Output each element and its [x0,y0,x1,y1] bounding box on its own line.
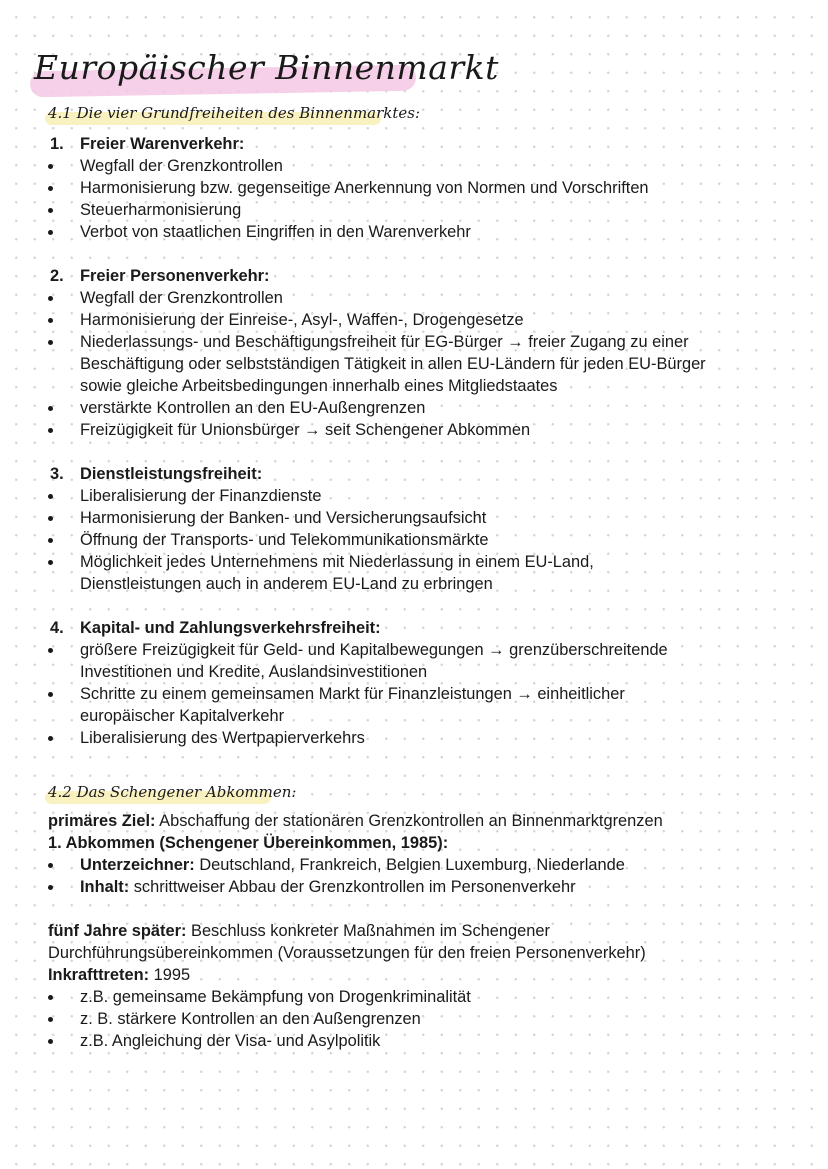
bullet-icon [48,164,53,169]
later-text-2: Durchführungsübereinkommen (Voraussetzungen für den freien Personenverkehr) [48,944,646,962]
bullet-icon [48,428,53,433]
effective-text: 1995 [149,966,191,984]
list-item [48,683,808,705]
bullet-icon [48,516,53,521]
list-item-text: verstärkte Kontrollen an den EU-Außengrenzen [80,399,426,417]
list-item [48,177,808,199]
list-item [48,155,808,177]
list-item-text: Wegfall der Grenzkontrollen [80,289,283,307]
list-item-text: Steuerharmonisierung [80,201,242,219]
list-item-text: Niederlassungs- und Beschäftigungsfreiheit für EG-Bürger → freier Zugang zu einer [80,333,689,351]
bullet-icon [48,186,53,191]
bullet-icon [48,340,53,345]
list-item-continuation: Beschäftigung oder selbstständigen Tätigkeit in allen EU-Ländern für jeden EU-Bürger [80,355,706,373]
page-title: Europäischer Binnenmarkt [34,48,499,87]
freedom-number: 1. [50,135,64,153]
list-item-text: Freizügigkeit für Unionsbürger → seit Schengener Abkommen [80,421,531,439]
list-item-text: Wegfall der Grenzkontrollen [80,157,283,175]
later-text-1: Beschluss konkreter Maßnahmen im Schengener [186,922,550,940]
schengen-goal [48,810,808,832]
bullet-icon [48,692,53,697]
bullet-icon [48,863,53,868]
list-item-text: Harmonisierung der Einreise-, Asyl-, Waffen-, Drogengesetze [80,311,524,329]
goal-label: primäres Ziel: [48,812,156,830]
list-item-continuation: Investitionen und Kredite, Auslandsinvestitionen [80,663,428,681]
list-item [48,1030,808,1052]
list-item [48,221,808,243]
list-item [48,287,808,309]
goal-text: Abschaffung der stationären Grenzkontrollen an Binnenmarktgrenzen [155,812,663,830]
bullet-icon [48,538,53,543]
bullet-icon [48,995,53,1000]
list-item [48,854,808,876]
list-item-text: Liberalisierung der Finanzdienste [80,487,322,505]
freedom-heading [48,265,808,287]
list-item [48,199,808,221]
bullet-icon [48,296,53,301]
list-item [48,551,808,573]
list-item-text: Schritte zu einem gemeinsamen Markt für Finanzleistungen → einheitlicher [80,685,625,703]
later-label: fünf Jahre später: [48,922,187,940]
list-item [48,1008,808,1030]
freedom-section-1 [48,133,808,243]
list-item [48,529,808,551]
agreement-heading: 1. Abkommen (Schengener Übereinkommen, 1985): [48,834,449,852]
list-item-continuation: Dienstleistungen auch in anderem EU-Land zu erbringen [80,575,493,593]
list-item-text: Liberalisierung des Wertpapierverkehrs [80,729,365,747]
list-item-text: Verbot von staatlichen Eingriffen in den Warenverkehr [80,223,471,241]
freedom-title: Freier Personenverkehr: [80,267,270,285]
page-title-block [34,48,499,87]
signatories-text: Deutschland, Frankreich, Belgien Luxemburg, Niederlande [194,856,625,874]
bullet-icon [48,318,53,323]
bullet-icon [48,1017,53,1022]
list-item-text: Möglichkeit jedes Unternehmens mit Niederlassung in einem EU-Land, [80,553,594,571]
content-text: schrittweiser Abbau der Grenzkontrollen im Personenverkehr [129,878,576,896]
list-item-text: größere Freizügigkeit für Geld- und Kapitalbewegungen → grenzüberschreitende [80,641,668,659]
list-item [48,876,808,898]
list-item-text: Öffnung der Transports- und Telekommunikationsmärkte [80,531,489,549]
freedom-title: Freier Warenverkehr: [80,135,245,153]
bullet-icon [48,1039,53,1044]
bullet-icon [48,648,53,653]
list-item-text: z.B. Angleichung der Visa- und Asylpolitik [80,1032,381,1050]
schengen-content [48,810,808,1052]
bullet-icon [48,560,53,565]
list-item-text: Harmonisierung der Banken- und Versicherungsaufsicht [80,509,487,527]
freedom-section-2 [48,265,808,441]
list-item-text: z. B. stärkere Kontrollen an den Außengrenzen [80,1010,421,1028]
list-item [48,507,808,529]
later-measures [48,920,808,942]
section-heading-2: 4.2 Das Schengener Abkommen: [48,783,297,801]
list-item [48,485,808,507]
bullet-icon [48,406,53,411]
section-heading-2-block [48,783,296,801]
list-item-text: z.B. gemeinsame Bekämpfung von Drogenkriminalität [80,988,471,1006]
section-heading-1-block [48,104,420,122]
freedom-number: 3. [50,465,64,483]
freedom-number: 4. [50,619,64,637]
bullet-icon [48,208,53,213]
list-item [48,419,808,441]
freedom-number: 2. [50,267,64,285]
bullet-icon [48,736,53,741]
bullet-icon [48,494,53,499]
effective-label: Inkrafttreten: [48,966,150,984]
freedom-section-3 [48,463,808,595]
list-item [48,397,808,419]
freedom-heading [48,463,808,485]
effective-date [48,964,808,986]
freedom-title: Kapital- und Zahlungsverkehrsfreiheit: [80,619,381,637]
bullet-icon [48,230,53,235]
freedom-section-4 [48,617,808,749]
freedom-heading [48,617,808,639]
freedom-heading [48,133,808,155]
list-item [48,309,808,331]
list-item-text: Harmonisierung bzw. gegenseitige Anerkennung von Normen und Vorschriften [80,179,649,197]
freedom-title: Dienstleistungsfreiheit: [80,465,263,483]
signatories-label: Unterzeichner: [80,856,195,874]
section-heading-1: 4.1 Die vier Grundfreiheiten des Binnenmarktes: [48,104,421,122]
list-item-continuation: sowie gleiche Arbeitsbedingungen innerhalb eines Mitgliedstaates [80,377,558,395]
list-item [48,639,808,661]
list-item [48,331,808,353]
list-item-continuation: europäischer Kapitalverkehr [80,707,285,725]
bullet-icon [48,885,53,890]
list-item [48,727,808,749]
freedoms-list [48,133,808,771]
content-label: Inhalt: [80,878,130,896]
list-item [48,986,808,1008]
